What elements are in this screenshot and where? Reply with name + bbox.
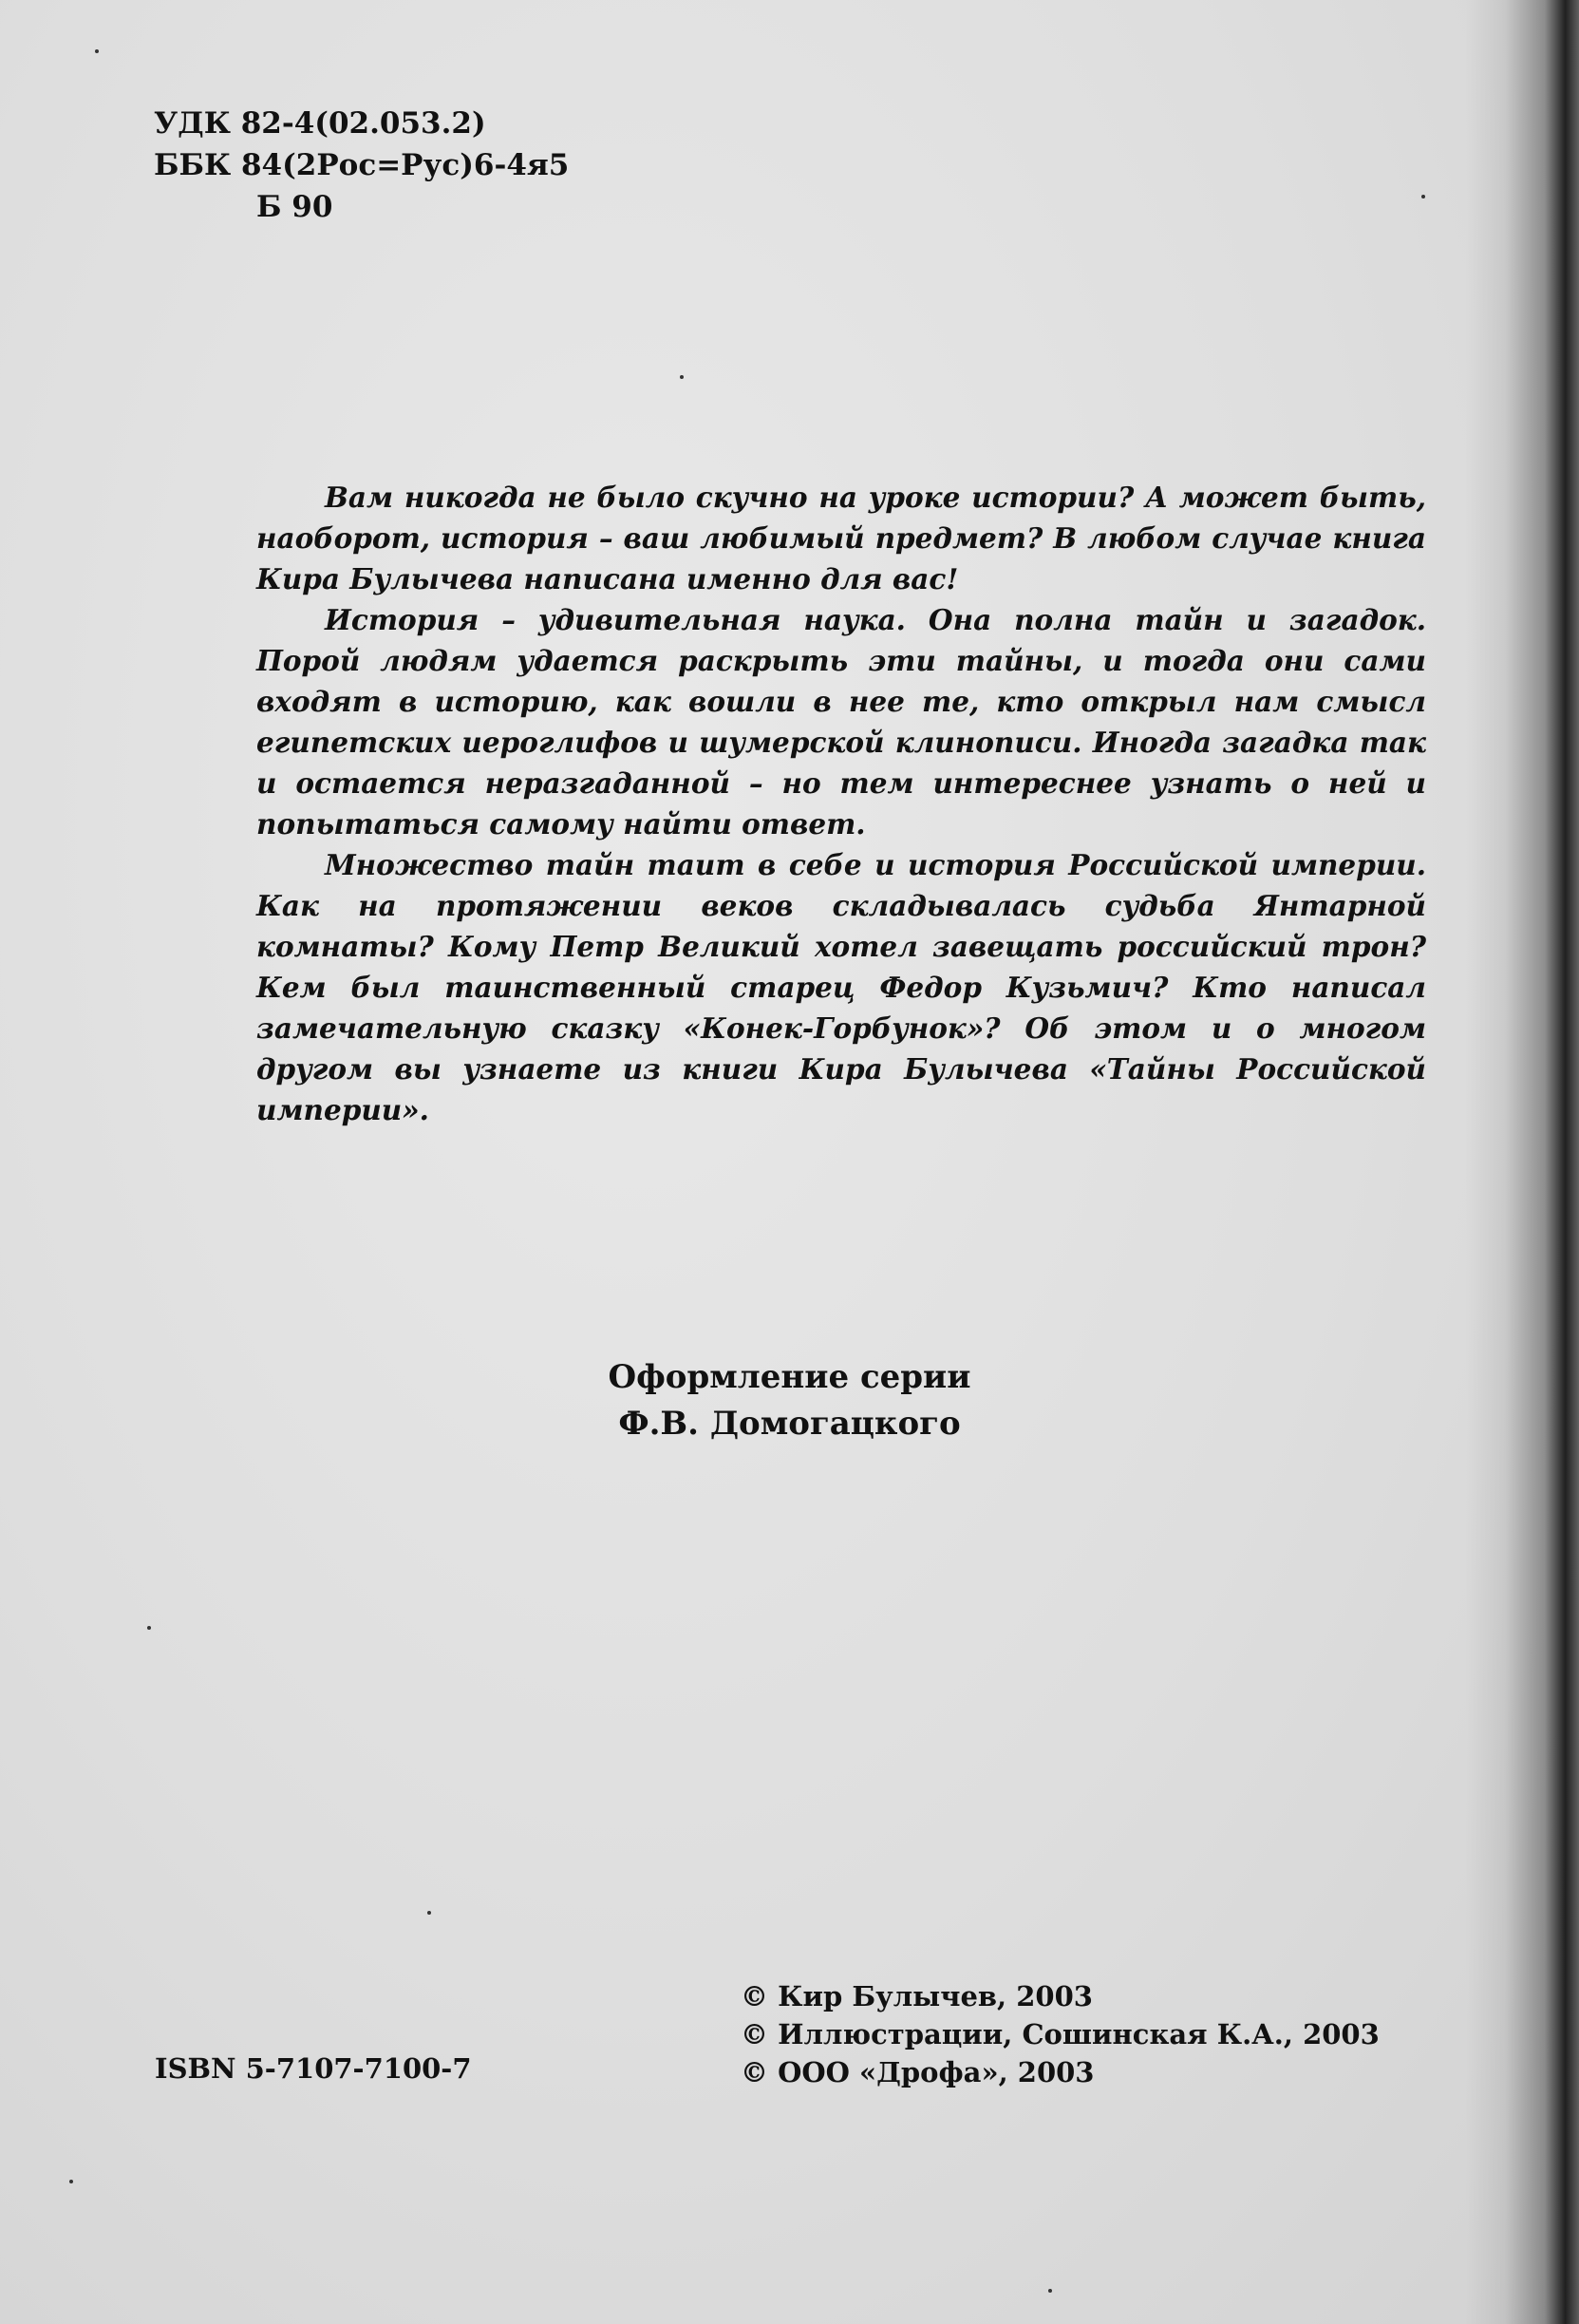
copyright-block xyxy=(741,1977,1380,2091)
copyright-line: © Кир Булычев, 2003 xyxy=(741,1980,1093,2012)
dust-speck xyxy=(95,49,99,53)
annotation xyxy=(256,477,1426,1130)
annotation-paragraph: Множество тайн таит в себе и история Российской империи. Как на протяжении веков складывалась судьба Янтарной комнаты? Кому Петр Великий хотел завещать российский трон? Кем был таинственный старец Федор Кузьмич? Кто написал замечательную сказку «Конек-Горбунок»? Об этом и о многом другом вы узнаете из книги Кира Булычева «Тайны Российской империи». xyxy=(256,848,1426,1126)
spine-shadow xyxy=(1465,0,1579,2324)
dust-speck xyxy=(147,1626,151,1630)
dust-speck xyxy=(680,375,684,379)
dust-speck xyxy=(69,2180,73,2183)
dust-speck xyxy=(427,1911,431,1915)
annotation-paragraph: Вам никогда не было скучно на уроке истории? А может быть, наоборот, история – ваш любимый предмет? В любом случае книга Кира Булычева написана именно для вас! xyxy=(256,481,1426,595)
dust-speck xyxy=(1421,195,1425,198)
copyright-line: © ООО «Дрофа», 2003 xyxy=(741,2056,1095,2088)
series-designer-name: Ф.В. Домогацкого xyxy=(618,1405,961,1443)
isbn: ISBN 5-7107-7100-7 xyxy=(155,2052,472,2085)
author-mark: Б 90 xyxy=(256,190,333,224)
copyright-line: © Иллюстрации, Сошинская К.А., 2003 xyxy=(741,2018,1380,2050)
bbk-code: ББК 84(2Рос=Рус)6-4я5 xyxy=(154,148,570,182)
series-design-credit xyxy=(0,1354,1579,1447)
udk-code: УДК 82-4(02.053.2) xyxy=(154,106,486,141)
classification-block xyxy=(154,103,569,228)
dust-speck xyxy=(1048,2289,1052,2293)
annotation-paragraph: История – удивительная наука. Она полна тайн и загадок. Порой людям удается раскрыть эти тайны, и тогда они сами входят в историю, как вошли в нее те, кто открыл нам смысл египетских иероглифов и шумерской клинописи. Иногда загадка так и остается неразгаданной – но тем интереснее узнать о ней и попытаться самому найти ответ. xyxy=(256,603,1426,841)
series-design-label: Оформление серии xyxy=(608,1358,971,1396)
